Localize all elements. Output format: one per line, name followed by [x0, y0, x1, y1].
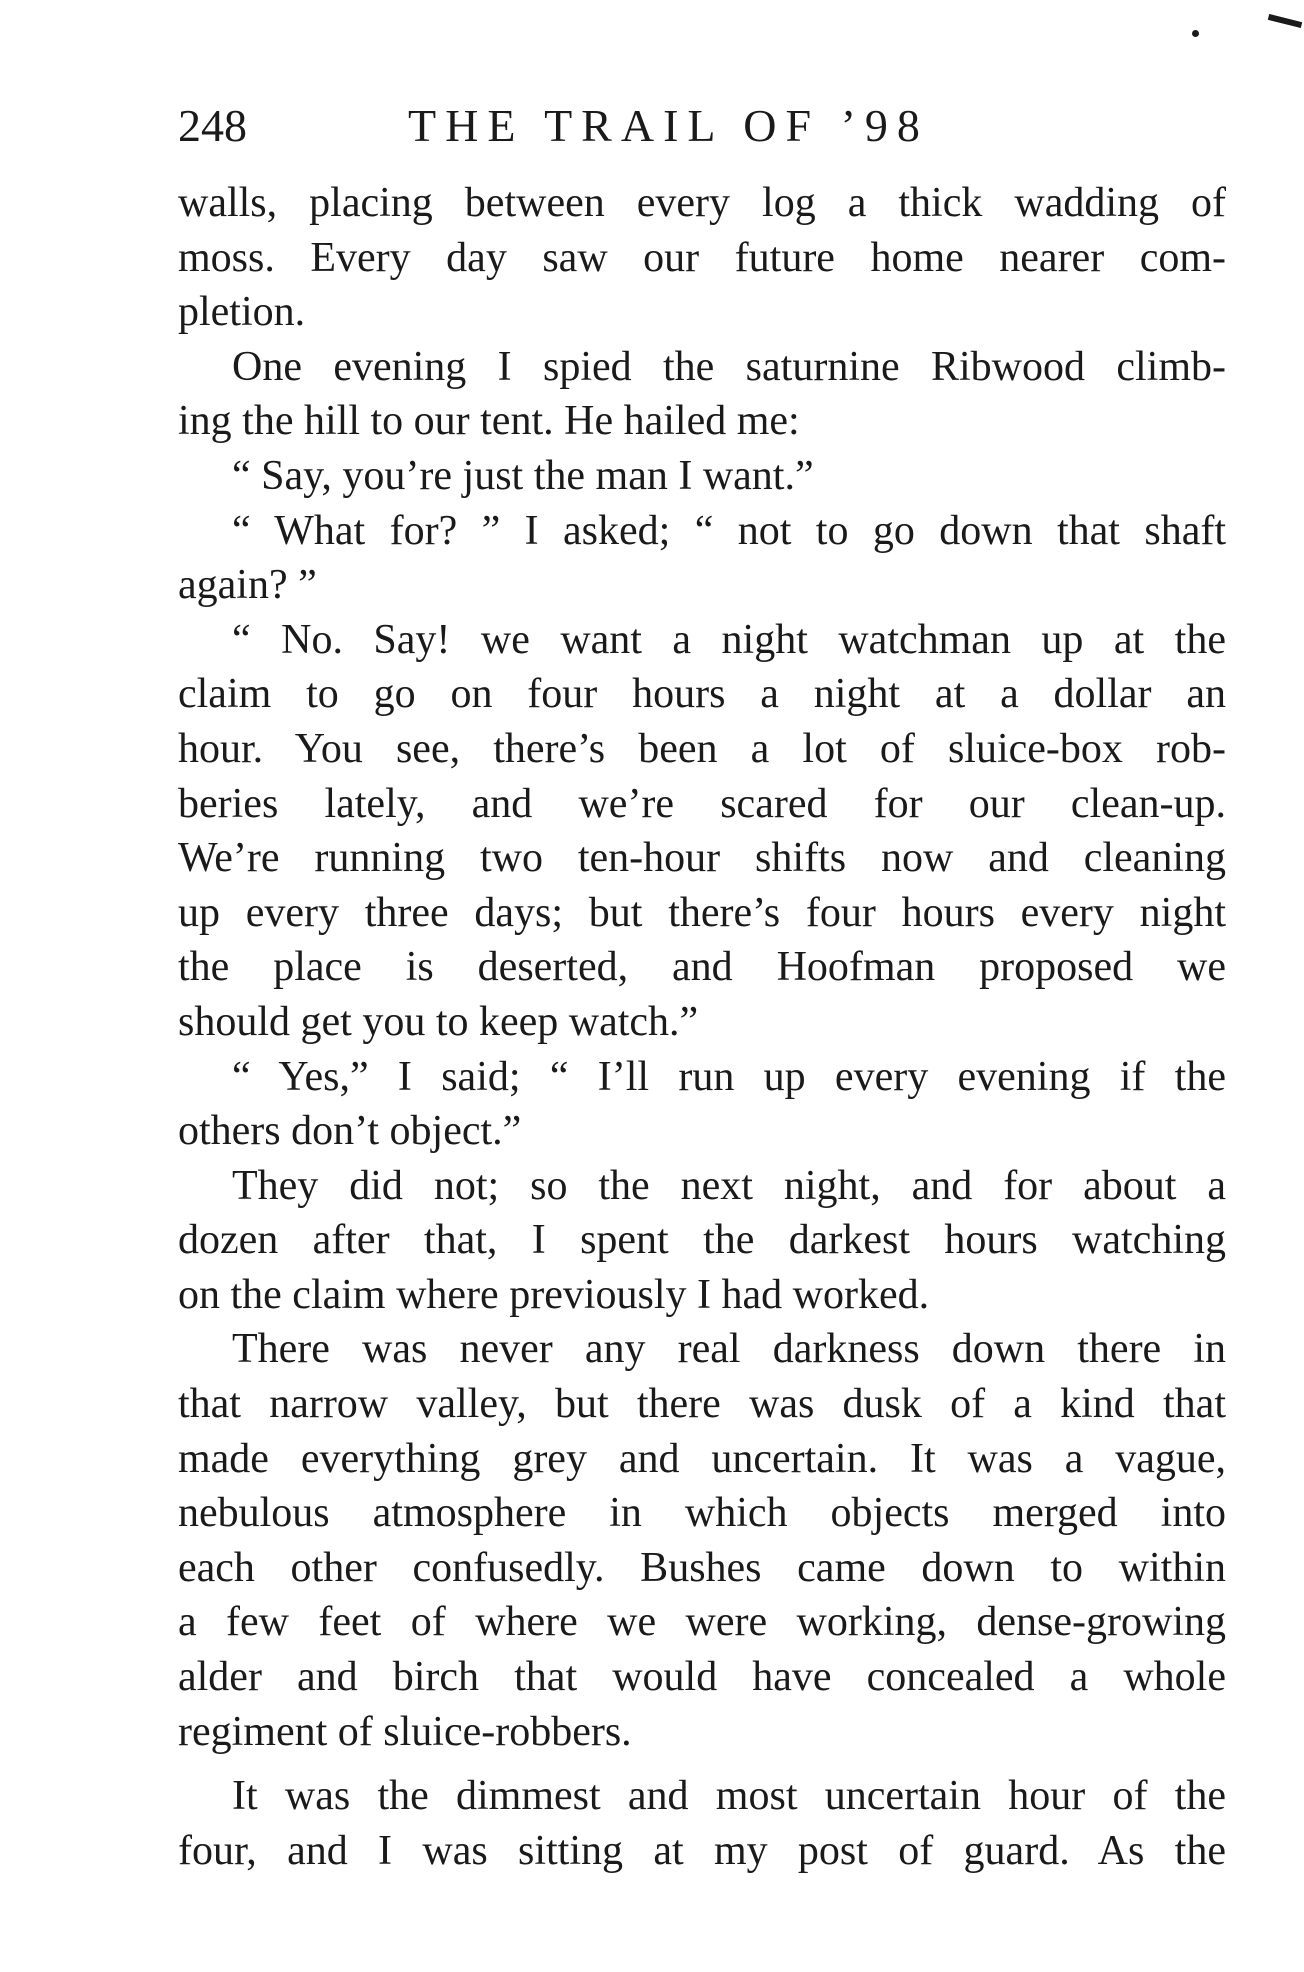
body-text	[178, 176, 1226, 1878]
text-line: each other confusedly. Bushes came down to within	[178, 1544, 1226, 1591]
text-line: nebulous atmosphere in which objects merged into	[178, 1490, 1226, 1537]
text-line: regiment of sluice-robbers.	[178, 1708, 632, 1755]
text-line: walls, placing between every log a thick wadding of	[178, 180, 1226, 226]
running-head	[178, 96, 1228, 156]
text-line: One evening I spied the saturnine Ribwood climb-	[232, 343, 1226, 390]
text-line: four, and I was sitting at my post of guard. As the	[178, 1827, 1226, 1874]
text-line: that narrow valley, but there was dusk of a kind that	[178, 1381, 1226, 1428]
page-number: 248	[178, 100, 247, 151]
text-line: moss. Every day saw our future home nearer com-	[178, 234, 1226, 281]
text-line: ing the hill to our tent. He hailed me:	[178, 398, 800, 445]
text-line: “ Yes,” I said; “ I’ll run up every evening if the	[232, 1053, 1226, 1100]
text-line: a few feet of where we were working, dense-growing	[178, 1599, 1226, 1646]
text-line: should get you to keep watch.”	[178, 998, 699, 1045]
scan-speck	[1192, 30, 1199, 37]
text-line: It was the dimmest and most uncertain hour of the	[232, 1773, 1226, 1820]
text-line: hour. You see, there’s been a lot of sluice-box rob-	[178, 725, 1226, 772]
text-line: made everything grey and uncertain. It was a vague,	[178, 1435, 1226, 1482]
text-line: up every three days; but there’s four hours every night	[178, 889, 1226, 936]
text-line: on the claim where previously I had worked.	[178, 1271, 930, 1318]
text-line: “ Say, you’re just the man I want.”	[232, 452, 814, 499]
text-line: claim to go on four hours a night at a dollar an	[178, 671, 1226, 718]
text-line: the place is deserted, and Hoofman proposed we	[178, 944, 1226, 991]
scan-mark	[1268, 14, 1302, 28]
text-line: pletion.	[178, 289, 306, 336]
text-line: There was never any real darkness down there in	[232, 1326, 1226, 1373]
text-line: again? ”	[178, 562, 317, 609]
text-line: “ What for? ” I asked; “ not to go down that shaft	[232, 507, 1226, 554]
text-line: others don’t object.”	[178, 1108, 522, 1155]
running-title: THE TRAIL OF ’98	[408, 100, 929, 151]
text-line: We’re running two ten-hour shifts now and cleaning	[178, 835, 1226, 882]
text-line: beries lately, and we’re scared for our clean-up.	[178, 780, 1226, 827]
text-line: alder and birch that would have concealed a whole	[178, 1654, 1226, 1701]
text-line: “ No. Say! we want a night watchman up at the	[232, 616, 1226, 663]
paragraph-gap	[178, 1759, 1226, 1769]
text-line: dozen after that, I spent the darkest hours watching	[178, 1217, 1226, 1264]
text-line: They did not; so the next night, and for about a	[232, 1162, 1226, 1209]
